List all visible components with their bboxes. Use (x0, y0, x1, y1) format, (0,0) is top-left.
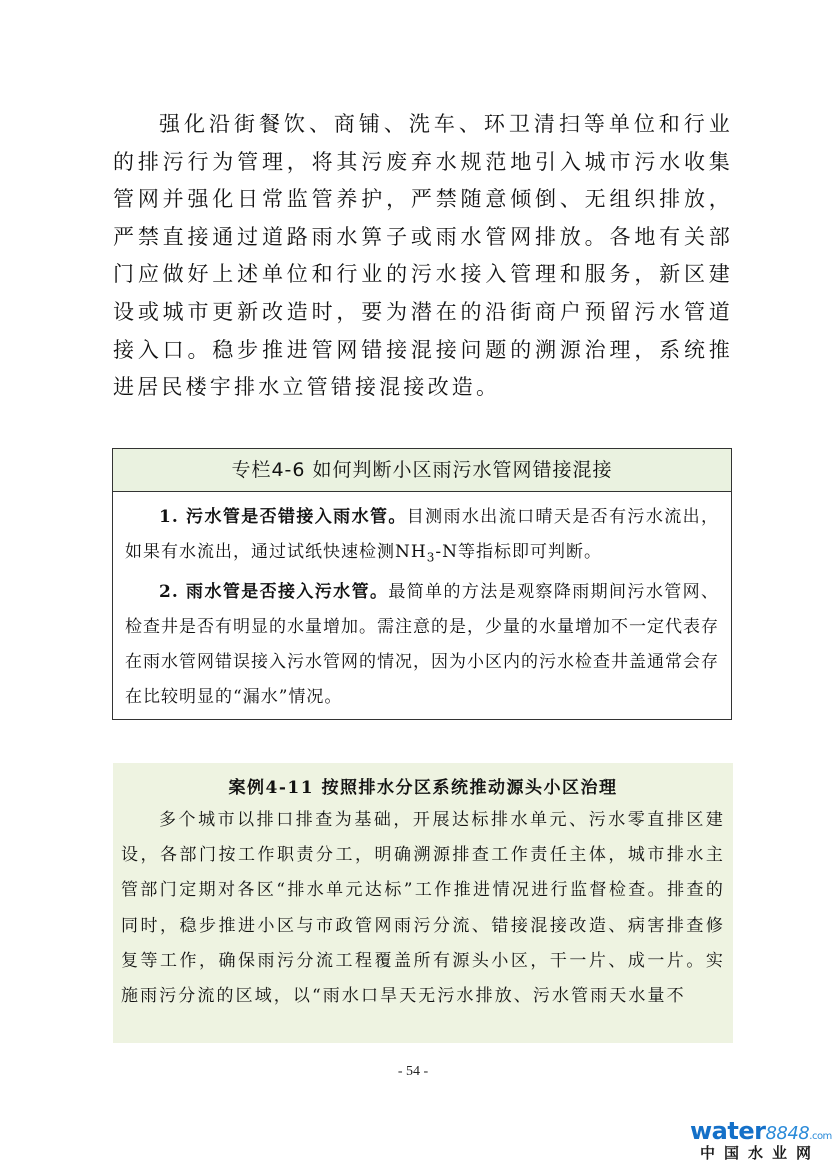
case-title: 案例4-11 按照排水分区系统推动源头小区治理 (228, 778, 618, 798)
box-item-2-text: 最简单的方法是观察降雨期间污水管网、检查井是否有明显的水量增加。需注意的是，少量的水量增加不一定代表存在雨水管网错误接入污水管网的情况，因为小区内的污水检查井盖通常会存在比较明显的“漏水”情况。 (125, 582, 719, 708)
case-box (113, 763, 733, 1043)
watermark-logo-main: water (690, 1117, 766, 1145)
box-item-2-heading: 2. 雨水管是否接入污水管。 (159, 582, 389, 603)
box-item-1-heading: 1. 污水管是否错接入雨水管。 (159, 507, 407, 527)
watermark-logo-tld: .com (809, 1131, 832, 1142)
case-body: 多个城市以排口排查为基础，开展达标排水单元、污水零直排区建设，各部门按工作职责分工，明确溯源排查工作责任主体，城市排水主管部门定期对各区“排水单元达标”工作推进情况进行监督检查。排查的同时，稳步推进小区与市政管网雨污分流、错接混接改造、病害排查修复等工作，确保雨污分流工程覆盖所有源头小区，干一片、成一片。实施雨污分流的区域，以“雨水口旱天无污水排放、污水管雨天水量不 (121, 810, 725, 1007)
watermark-logo (690, 1117, 832, 1166)
watermark-logo-num: 8848 (765, 1123, 810, 1144)
box-body (113, 492, 731, 715)
box-item-1-text-b: -N等指标即可判断。 (435, 542, 602, 562)
sidebar-box (112, 448, 732, 720)
box-item-2 (125, 575, 719, 715)
box-title: 专栏4-6 如何判断小区雨污水管网错接混接 (113, 449, 731, 492)
box-item-1 (125, 500, 719, 575)
box-item-1-subscript: 3 (426, 550, 436, 565)
main-paragraph: 强化沿街餐饮、商铺、洗车、环卫清扫等单位和行业的排污行为管理，将其污废弃水规范地引入城市污水收集管网并强化日常监管养护，严禁随意倾倒、无组织排放，严禁直接通过道路雨水箅子或雨水管网排放。各地有关部门应做好上述单位和行业的污水接入管理和服务，新区建设或城市更新改造时，要为潜在的沿街商户预留污水管道接入口。稳步推进管网错接混接问题的溯源治理，系统推进居民楼宇排水立管错接混接改造。 (113, 112, 733, 400)
box-item-1-text-a: 目测雨水出流口晴天是否有污水流出，如果有水流出，通过试纸快速检测NH (125, 507, 719, 562)
page-number: - 54 - (397, 1064, 429, 1079)
watermark-logo-cn: 中国水业网 (700, 1144, 821, 1162)
